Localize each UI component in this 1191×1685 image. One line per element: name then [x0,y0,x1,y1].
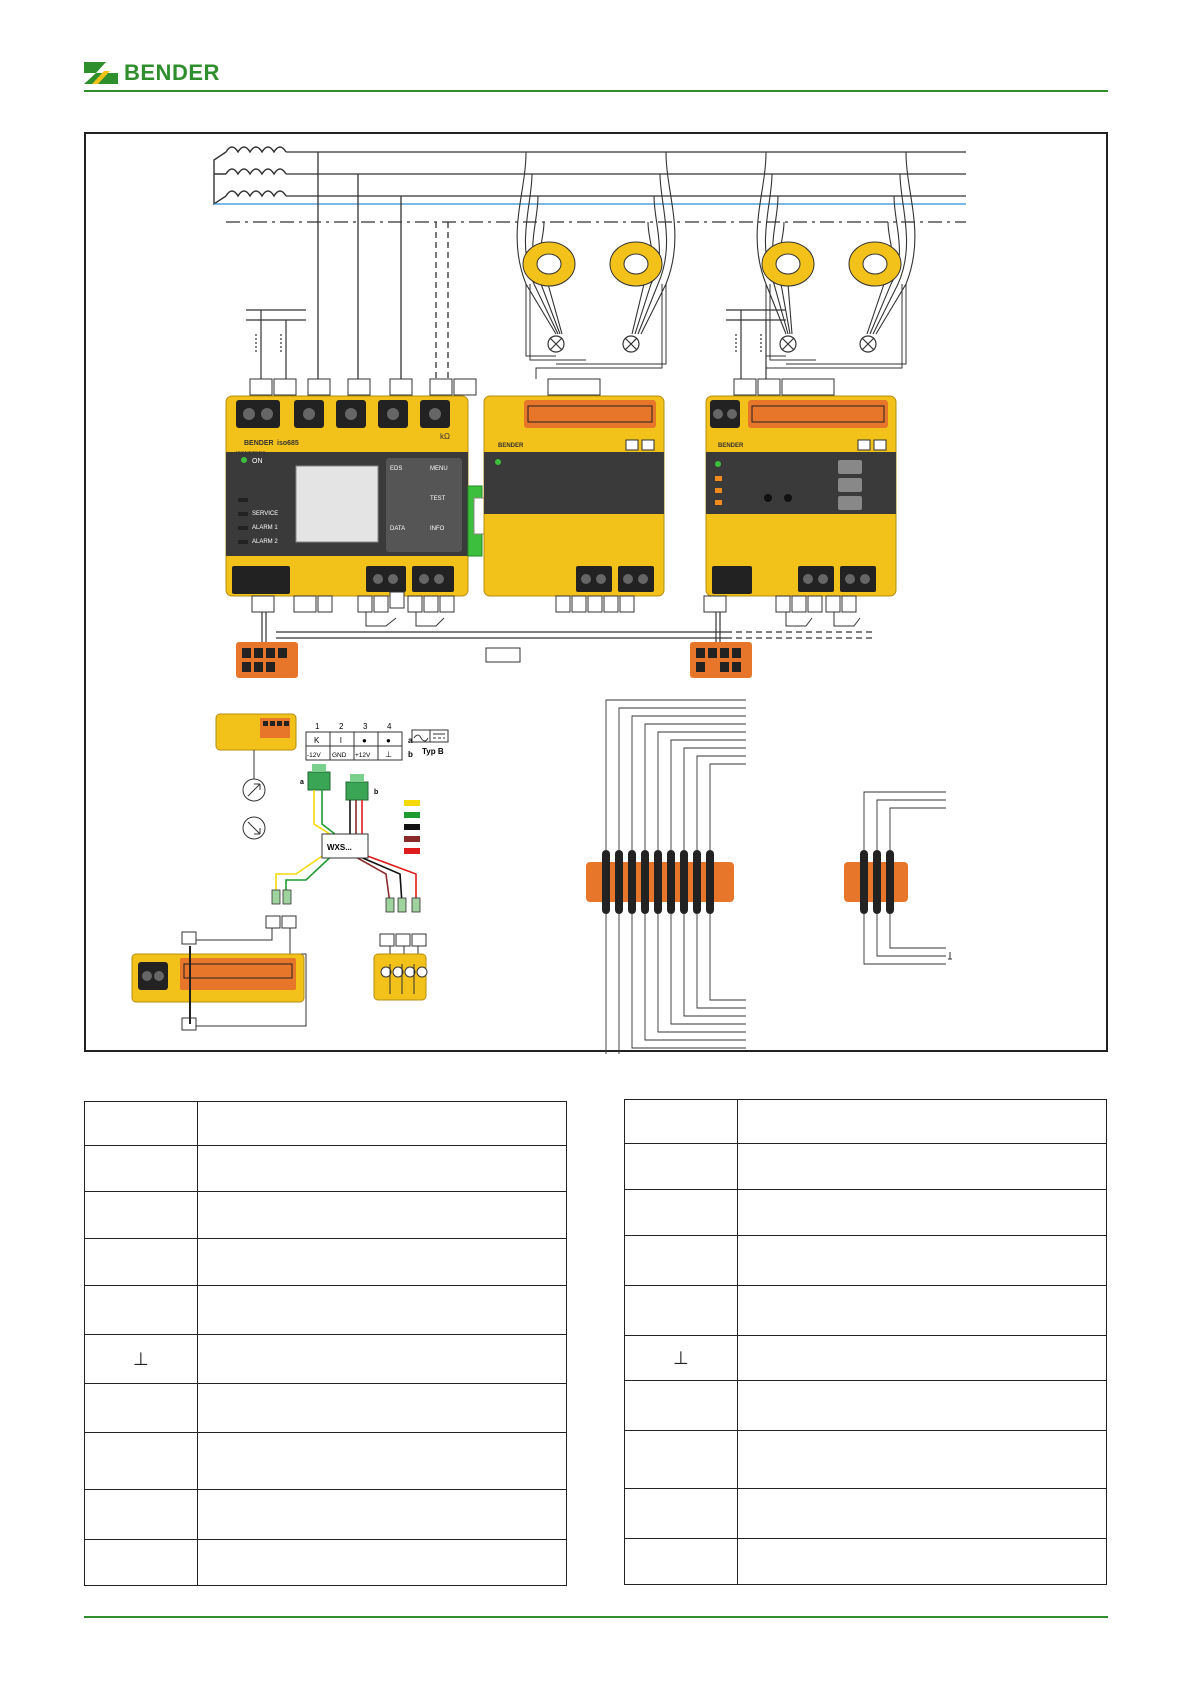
pin-2: 2 [339,722,344,731]
bender-logo [84,60,220,86]
iso685-alarm1-label: ALARM 1 [252,525,278,531]
supply-lines [214,152,966,222]
legend-left-key [85,1239,198,1286]
wiring-diagram [84,132,1108,1052]
legend-right-key [625,1190,738,1236]
ground-symbol-icon: ⊥ [85,1335,198,1384]
legend-right-description [737,1539,1106,1585]
eds-terminal-detail [132,946,304,1024]
pin-b-3: +12V [355,752,371,759]
pin-b-1: -12V [307,752,321,759]
table-row [85,1335,567,1384]
table-row [625,1489,1107,1539]
legend-left-key [85,1146,198,1192]
terminal-block-large [586,700,746,1054]
legend-left-description [197,1384,566,1433]
legend-right-key [625,1100,738,1144]
connector-b-label: b [374,789,379,796]
current-transformers [523,242,901,286]
table-row [85,1384,567,1433]
table-row [85,1490,567,1540]
ground-symbol-icon: ⊥ [625,1336,738,1381]
legend-left-description [197,1102,566,1146]
table-row [85,1102,567,1146]
footer-rule [84,1616,1108,1618]
legend-right-description [737,1144,1106,1190]
type-b-label: Typ B [422,747,444,756]
wire-color-key [404,800,420,854]
connector-a-label: a [300,779,304,786]
pin-1: 1 [315,722,320,731]
legend-right-description [737,1100,1106,1144]
legend-right-key [625,1431,738,1489]
legend-left-description [197,1540,566,1586]
legend-right-description [737,1190,1106,1236]
table-row [85,1146,567,1192]
iso685-unit: kΩ [440,432,450,441]
ct-terminal-detail [374,954,427,1000]
table-row [625,1144,1107,1190]
supply-coils [214,147,286,204]
eds2-brand: BENDER [718,443,744,449]
ct-3 [762,242,814,286]
legend-right-description [737,1336,1106,1381]
wire-ferrules [272,890,420,912]
table-row [85,1286,567,1335]
iso685-series: ISOMETER® [236,451,266,457]
wiring-diagram-canvas [86,134,1110,1054]
legend-right-description [737,1489,1106,1539]
iso685-on-label: ON [252,458,263,465]
iso685-key-menu[interactable]: MENU [430,466,448,472]
plug-connectors [308,764,368,800]
table-row [85,1192,567,1239]
legend-left-description [197,1146,566,1192]
legend-right-key [625,1144,738,1190]
legend-left-key [85,1286,198,1335]
legend-right-description [737,1286,1106,1336]
row-label-a: a [408,736,413,745]
pin-a-2: l [340,736,342,745]
legend-left-description [197,1433,566,1490]
brand-name: BENDER [124,60,220,85]
table-row [85,1433,567,1490]
wxs-label: WXS... [327,843,352,852]
iso685-key-test[interactable]: TEST [430,496,446,502]
iso685-key-data[interactable]: DATA [390,526,406,532]
terminal-labels-top [250,379,834,395]
legend-left-description [197,1286,566,1335]
measuring-leads [318,152,448,379]
table-row [85,1540,567,1586]
legend-table-left [84,1101,567,1586]
legend-left-description [197,1239,566,1286]
eds1-brand: BENDER [498,443,524,449]
table-row [625,1431,1107,1489]
ct-4 [849,242,901,286]
table-row [625,1539,1107,1585]
legend-right-key [625,1286,738,1336]
iso685-service-label: SERVICE [252,511,279,517]
eds-module-1 [468,396,664,596]
ct-2 [610,242,662,286]
feeder-group-1 [517,152,915,334]
pin-3: 3 [363,722,368,731]
legend-table-right [624,1099,1107,1585]
legend-right-key [625,1489,738,1539]
legend-right-description [737,1236,1106,1286]
table-row [625,1286,1107,1336]
legend-left-key [85,1433,198,1490]
type-b-symbol [412,730,448,742]
ct-1 [523,242,575,286]
iso685-model: iso685 [277,440,299,447]
table-row [625,1236,1107,1286]
ct-connection-detail [216,714,296,839]
iso685-key-info[interactable]: INFO [430,526,445,532]
bender-logo-icon [84,62,118,84]
terminal-block-small [844,792,952,964]
table-row [85,1239,567,1286]
pin-4: 4 [387,722,392,731]
legend-right-key [625,1236,738,1286]
legend-left-description [197,1335,566,1384]
legend-left-key [85,1490,198,1540]
bus-line [262,612,876,644]
terminal-labels-bottom [252,592,856,662]
legend-right-description [737,1381,1106,1431]
pin-a-4: ● [386,736,391,745]
legend-left-key [85,1192,198,1239]
ct-leads [526,284,906,379]
legend-left-key [85,1102,198,1146]
legend-right-description [737,1431,1106,1489]
load-lamps [548,336,876,352]
iso685-alarm2-label: ALARM 2 [252,539,278,545]
relay-contacts [366,612,860,626]
header-rule [84,90,1108,92]
eds-module-2 [706,396,896,596]
table-row [625,1190,1107,1236]
legend-left-key [85,1540,198,1586]
table-row [625,1336,1107,1381]
table-row [625,1100,1107,1144]
pin-a-1: K [314,736,320,745]
iso685-brand: BENDER [244,440,274,447]
table-row [625,1381,1107,1431]
pin-b-2: GND [332,752,347,759]
pin-b-4: ⊥ [385,750,392,759]
row-label-b: b [408,750,413,759]
legend-right-key [625,1381,738,1431]
iso685-key-eds[interactable]: EDS [390,466,403,472]
legend-left-key [85,1384,198,1433]
pin-a-3: ● [362,736,367,745]
supply-voltage-lines [246,310,786,379]
legend-left-description [197,1490,566,1540]
legend-right-key [625,1539,738,1585]
legend-left-description [197,1192,566,1239]
